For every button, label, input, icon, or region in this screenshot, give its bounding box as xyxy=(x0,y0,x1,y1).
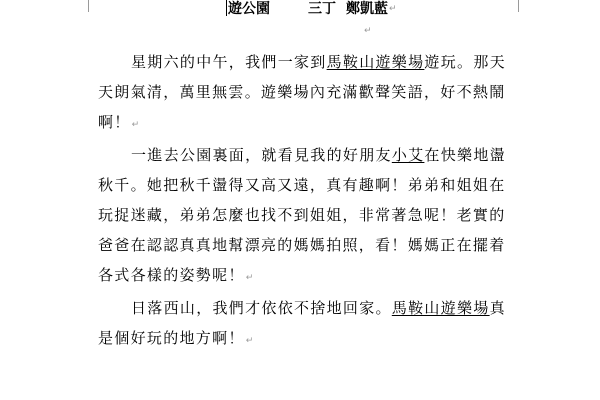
underlined-person-name: 小艾 xyxy=(391,146,425,164)
paragraph-2: 一進去公園裏面，就看見我的好朋友小艾在快樂地盪秋千。她把秋千盪得又高又遠，真有趣啊！弟弟和姐姐在玩捉迷藏，弟弟怎麼也找不到姐姐，非常著急呢！老實的爸爸在認認真真地幫漂亮的媽媽拍照，看！媽媽正在擺着各式各樣的姿勢呢！↵ xyxy=(98,146,506,284)
paragraph-3: 日落西山，我們才依依不捨地回家。馬鞍山遊樂場真是個好玩的地方啊！↵ xyxy=(98,299,506,347)
title-line[interactable] xyxy=(226,0,397,18)
document-title: 遊公園 xyxy=(228,1,270,17)
paragraph-mark-icon: ↵ xyxy=(245,336,255,346)
document-body[interactable] xyxy=(98,47,518,356)
class-label: 三丁 xyxy=(308,1,336,17)
paragraph-mark-icon: ↵ xyxy=(364,26,372,36)
paragraph-mark-icon: ↵ xyxy=(389,4,397,14)
paragraph-mark-icon: ↵ xyxy=(245,273,255,283)
paragraph-mark-icon: ↵ xyxy=(131,120,141,130)
underlined-place-name: 馬鞍山遊樂場 xyxy=(326,53,425,71)
text-cursor xyxy=(226,0,227,16)
author-name: 鄭凱藍 xyxy=(346,1,388,17)
underlined-place-name: 馬鞍山遊樂場 xyxy=(391,299,490,317)
paragraph-1: 星期六的中午，我們一家到馬鞍山遊樂場遊玩。那天天朗氣清，萬里無雲。遊樂場內充滿歡聲笑語，好不熱鬧啊！↵ xyxy=(98,53,506,131)
margin-corner-mark xyxy=(88,0,89,12)
margin-corner-mark xyxy=(518,0,519,12)
